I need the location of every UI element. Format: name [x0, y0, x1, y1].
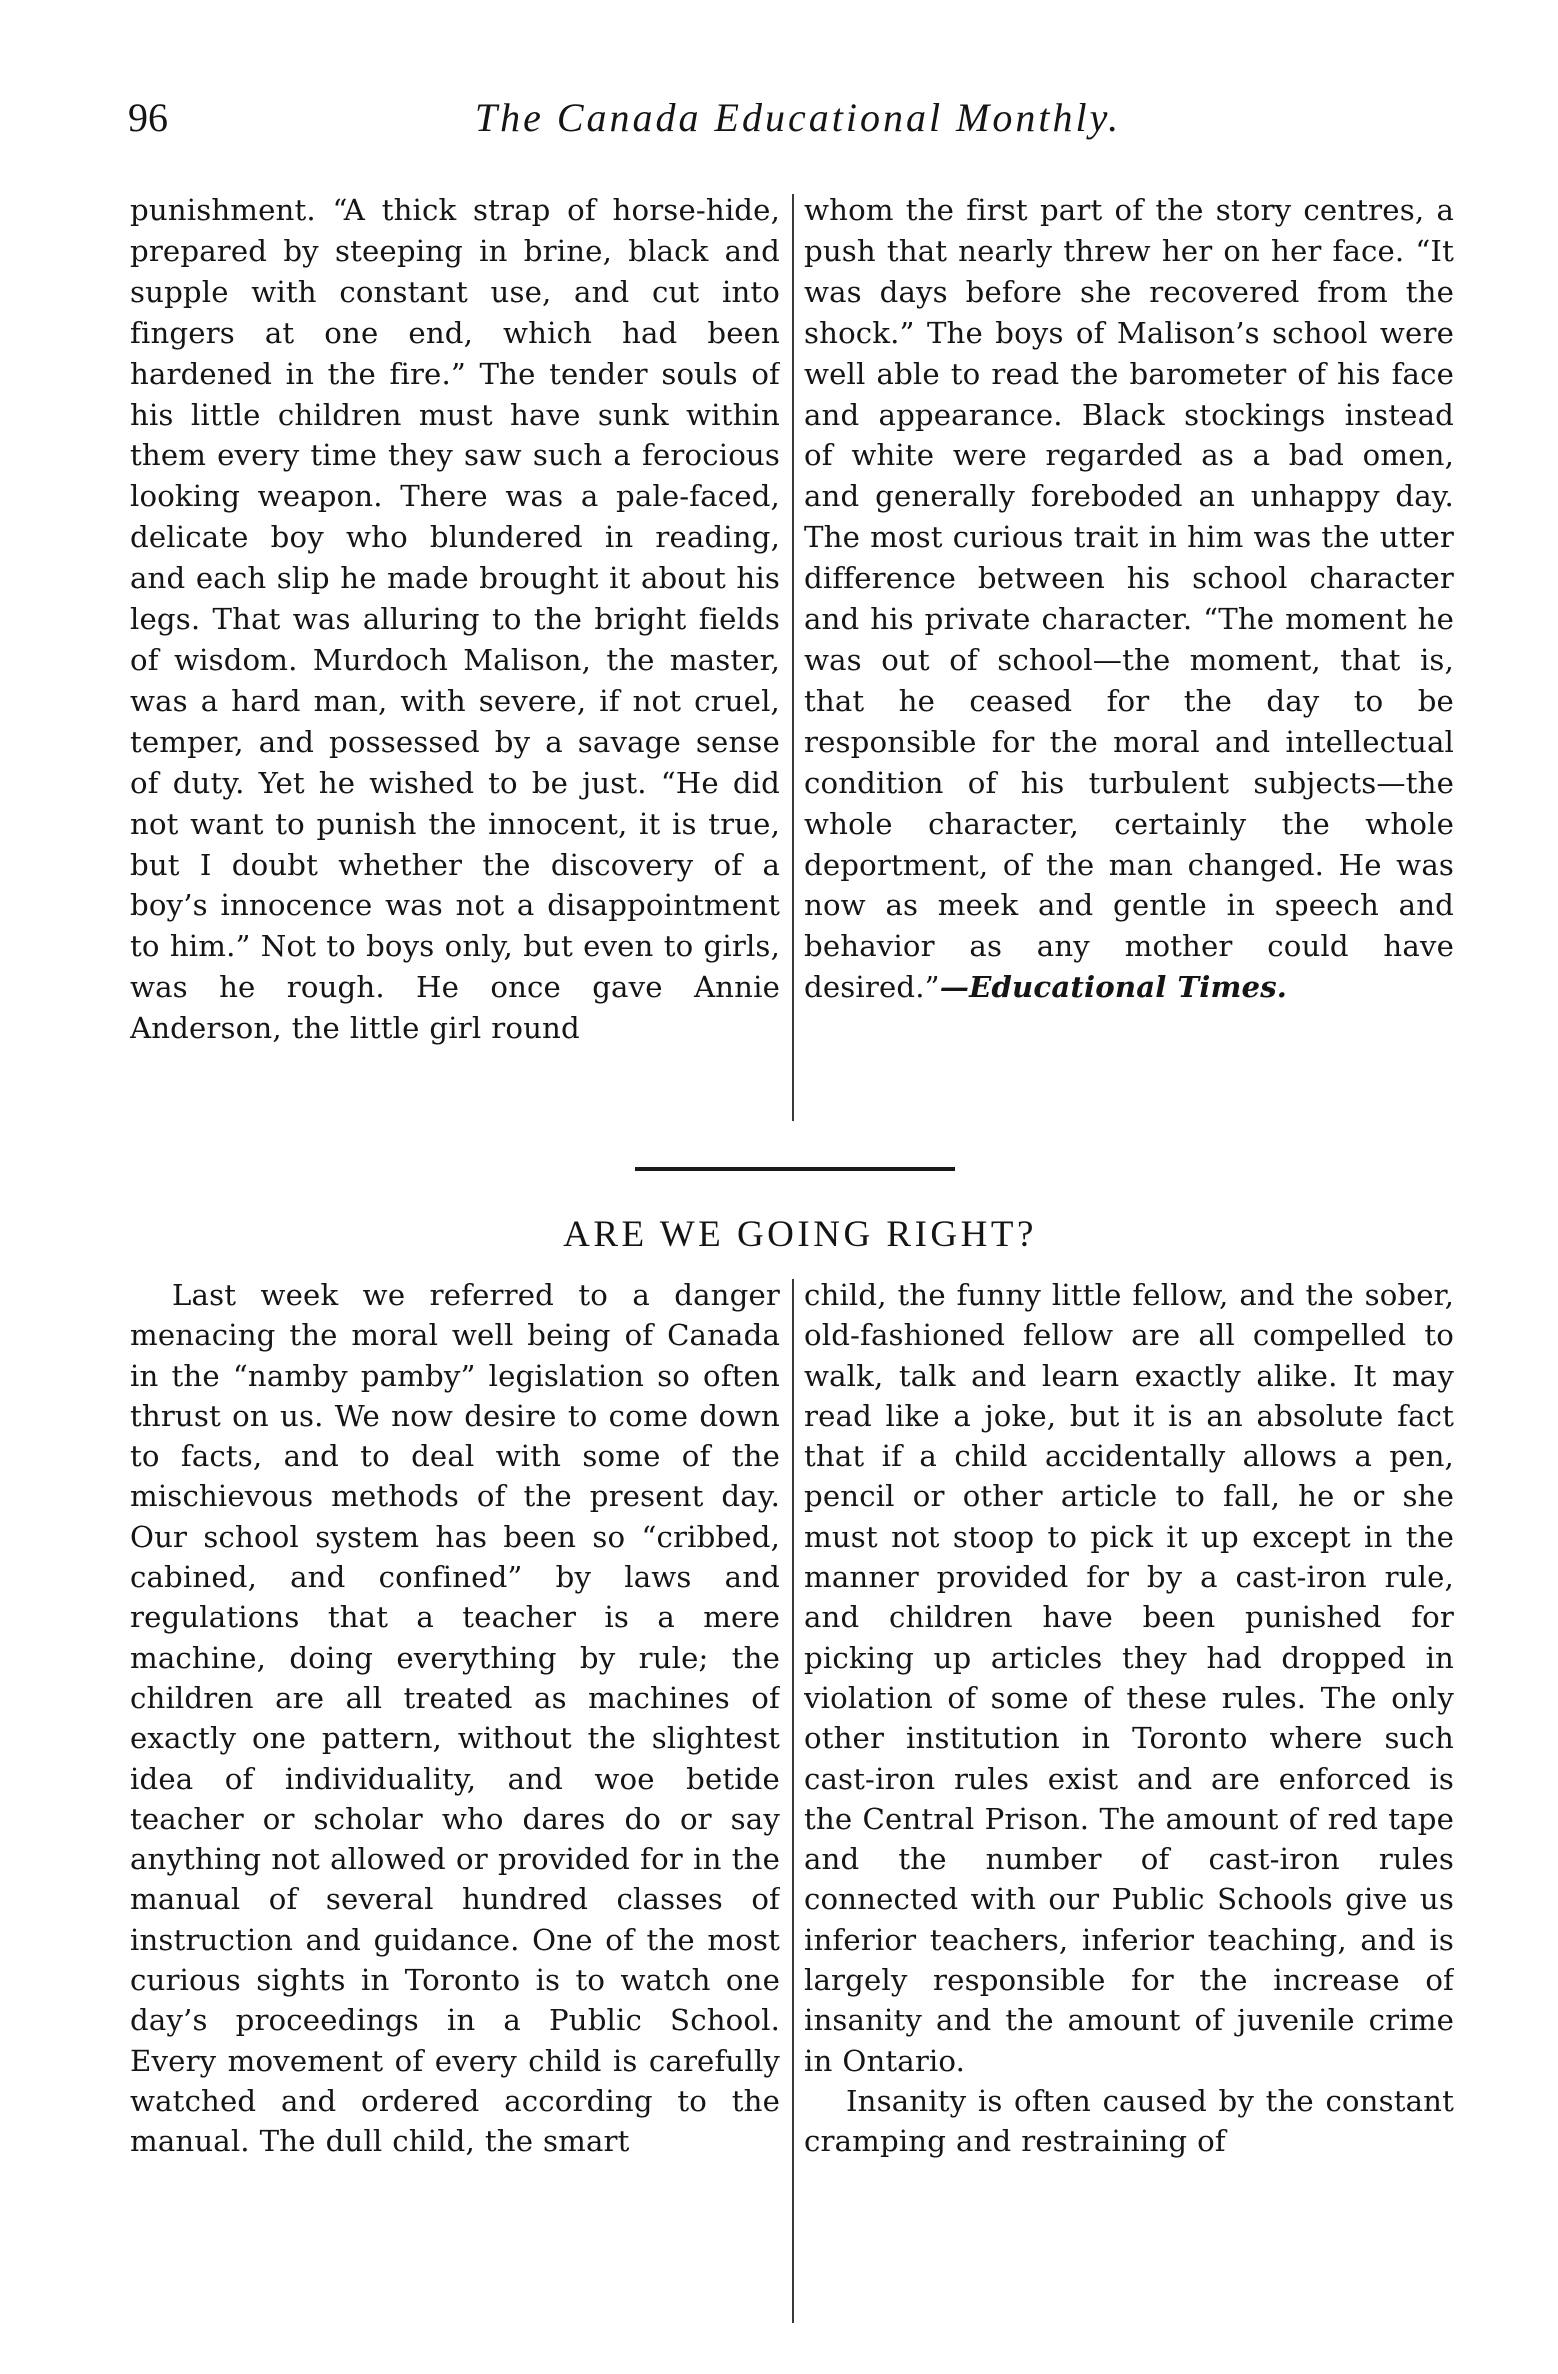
- running-head: [128, 88, 1468, 148]
- article-right-column: [804, 1275, 1454, 2327]
- article: [130, 1275, 1470, 2327]
- section-heading: ARE WE GOING RIGHT?: [563, 1214, 1037, 1255]
- column-rule-bottom: [792, 1279, 794, 2323]
- source-credit: —Educational Times.: [939, 970, 1288, 1005]
- continued-article-right-column: [804, 190, 1454, 1125]
- column-rule-top: [792, 194, 794, 1121]
- continued-article-right-body: whom the first part of the story centres, a push that nearly threw her on her face. “It was days before she recovered from the shock.” The boys of Malison’s school were well able to read the barometer of his face and appearance. Black stockings instead of white were regarded as a bad omen, and generally foreboded an unhappy day. The most curious trait in him was the utter difference between his school character and his private character. “The moment he was out of school—the moment, that is, that he ceased for the day to be responsible for the moral and intellectual condition of his turbulent subjects—the whole character, certainly the whole deportment, of the man changed. He was now as meek and gentle in speech and behavior as any mother could have desired.”: [804, 193, 1454, 1005]
- article-paragraph-1: Last week we referred to a danger menacing the moral well being of Canada in the “namby pamby” legislation so often thrust on us. We now desire to come down to facts, and to deal with some of the mischievous methods of the present day. Our school system has been so “cribbed, cabined, and confined” by laws and regulations that a teacher is a mere machine, doing everything by rule; the children are all treated as machines of exactly one pattern, without the slightest idea of individuality, and woe betide teacher or scholar who dares do or say anything not allowed or provided for in the manual of several hundred classes of instruction and guidance. One of the most curious sights in Toronto is to watch one day’s proceedings in a Public School. Every movement of every child is carefully watched and ordered according to the manual. The dull child, the smart: [130, 1278, 780, 2159]
- article-paragraph-2: Insanity is often caused by the constant cramping and restraining of: [804, 2083, 1454, 2159]
- continued-article-left-text: punishment. “A thick strap of horse-hide, prepared by steeping in brine, black and supple with constant use, and cut into fingers at one end, which had been hardened in the fire.” The tender souls of his little children must have sunk within them every time they saw such a ferocious looking weapon. There was a pale-faced, delicate boy who blundered in reading, and each slip he made brought it about his legs. That was alluring to the bright fields of wisdom. Murdoch Malison, the master, was a hard man, with severe, if not cruel, temper, and possessed by a savage sense of duty. Yet he wished to be just. “He did not want to punish the innocent, it is true, but I doubt whether the discovery of a boy’s innocence was not a disappointment to him.” Not to boys only, but even to girls, was he rough. He once gave Annie Anderson, the little girl round: [130, 193, 780, 1046]
- article-left-column: [130, 1275, 780, 2327]
- continued-article-right-text: [804, 190, 1454, 1008]
- journal-title: The Canada Educational Monthly.: [474, 95, 1122, 140]
- continued-article-left-column: [130, 190, 780, 1125]
- article-paragraph-1-continued: child, the funny little fellow, and the sober, old-fashioned fellow are all compelled to walk, talk and learn exactly alike. It may read like a joke, but it is an absolute fact that if a child accidentally allows a pen, pencil or other article to fall, he or she must not stoop to pick it up except in the manner provided for by a cast-iron rule, and children have been punished for picking up articles they had dropped in violation of some of these rules. The only other institution in Toronto where such cast-iron rules exist and are enforced is the Central Prison. The amount of red tape and the number of cast-iron rules connected with our Public Schools give us inferior teachers, inferior teaching, and is largely responsible for the increase of insanity and the amount of juvenile crime in Ontario.: [804, 1278, 1454, 2078]
- page-number: 96: [128, 95, 168, 140]
- continued-article: [130, 190, 1470, 1125]
- section-divider: [635, 1167, 955, 1171]
